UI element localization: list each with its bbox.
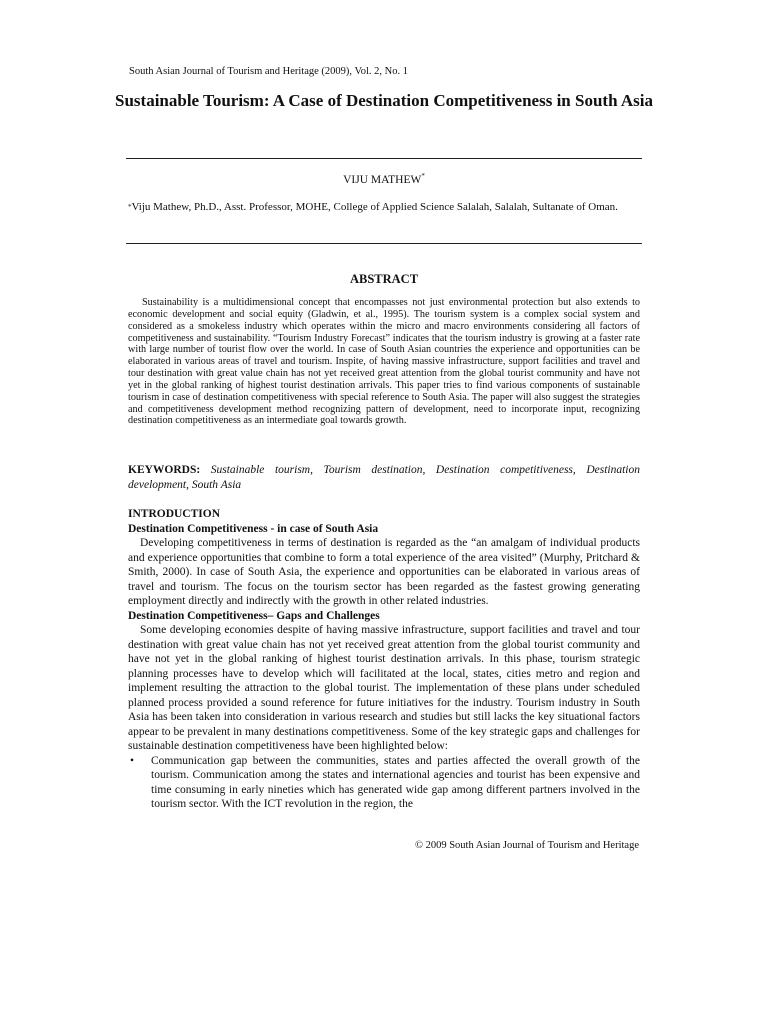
top-rule — [126, 158, 642, 159]
author-name: VIJU MATHEW — [343, 174, 422, 186]
paragraph-gaps-challenges: Some developing economies despite of having massive infrastructure, support facilities and travel and tour destination with great value chain has not yet received great attention from the global tourist community and have not yet in the global ranking of highest tourist destination arrivals. In this phase, tourism strategic planning processes have to develop which will facilitated at the local, states, cities metro and region and implement resulting the attraction to the global tourist. The implementation of these plans under scheduled planned process provided a sound reference for future initiatives for the industry. Tourism industry in South Asia has been taken into consideration in various research and studies but still lacks the key situational factors appear to be prevalent in many destinations competitiveness. Some of the key strategic gaps and challenges for sustainable destination competitiveness have been highlighted below: — [128, 624, 640, 752]
keywords — [128, 463, 640, 492]
abstract-text: Sustainability is a multidimensional concept that encompasses not just environmental protection but also extends to economic development and social equity (Gladwin, et al., 1995). The tourism system is a complex social system and considered as a smokeless industry which operates within the micro and macro environments considering all factors of competitiveness and sustainability. “Tourism Industry Forecast” indicates that the tourism industry is growing at a faster rate with large number of tourist flow over the world. In case of South Asian countries the experience and opportunities can be elaborated in various areas of travel and tourism. Inspite, of having massive infrastructure, support facilities and travel and tour destination with great value chain has not yet received great attention from the global tourist community and have not yet in the global ranking of highest tourist destination arrivals. This paper tries to find various components of sustainable tourism in case of destination competitiveness with special reference to South Asia. The paper will also suggest the strategies and competitiveness development method recognizing pattern of development, need to incorporate input, recognizing destination competitiveness as an intermediate goal towards growth. — [128, 297, 640, 427]
introduction-heading: INTRODUCTION — [128, 508, 221, 520]
keywords-label: KEYWORDS: — [128, 464, 201, 476]
running-head: South Asian Journal of Tourism and Heritage (2009), Vol. 2, No. 1 — [129, 66, 408, 77]
author-line — [0, 174, 768, 186]
list-item — [128, 754, 640, 812]
copyright-footer: © 2009 South Asian Journal of Tourism and Heritage — [414, 840, 639, 851]
affiliation-marker: * — [128, 203, 132, 211]
bullet-icon: • — [130, 754, 135, 767]
author-marker: * — [421, 172, 425, 180]
abstract-heading: ABSTRACT — [349, 272, 419, 286]
affiliation — [128, 201, 640, 214]
keywords-list: Sustainable tourism, Tourism destination, Destination competitiveness, Destination development, South Asia — [128, 464, 640, 491]
paper-title: Sustainable Tourism: A Case of Destination Competitiveness in South Asia — [115, 91, 653, 110]
subheading-gaps-challenges: Destination Competitiveness– Gaps and Challenges — [128, 609, 380, 622]
affiliation-text: Viju Mathew, Ph.D., Asst. Professor, MOHE, College of Applied Science Salalah, Salalah, Sultanate of Oman. — [131, 201, 618, 213]
paragraph-competitiveness: Developing competitiveness in terms of destination is regarded as the “an amalgam of individual products and experience opportunities that combine to form a total experience of the area visited” (Murphy, Pritchard & Smith, 2000). In case of South Asia, the experience and opportunities can be elaborated in various areas of travel and tourism. The focus on the tourism sector has been regarded as the fastest growing generating employment directly and indirectly with the growth in other related industries. — [128, 537, 640, 607]
bottom-rule — [126, 243, 642, 244]
introduction-section — [128, 507, 640, 812]
bullet-list — [128, 754, 640, 812]
list-item-text: Communication gap between the communities, states and parties affected the overall growth of the tourism. Communication among the states and international agencies and tourist has been expensive and time consuming in early nineties which has generated wide gap among different partners involved in the tourism sector. With the ICT revolution in the region, the — [151, 754, 640, 810]
subheading-competitiveness: Destination Competitiveness - in case of South Asia — [128, 522, 379, 535]
